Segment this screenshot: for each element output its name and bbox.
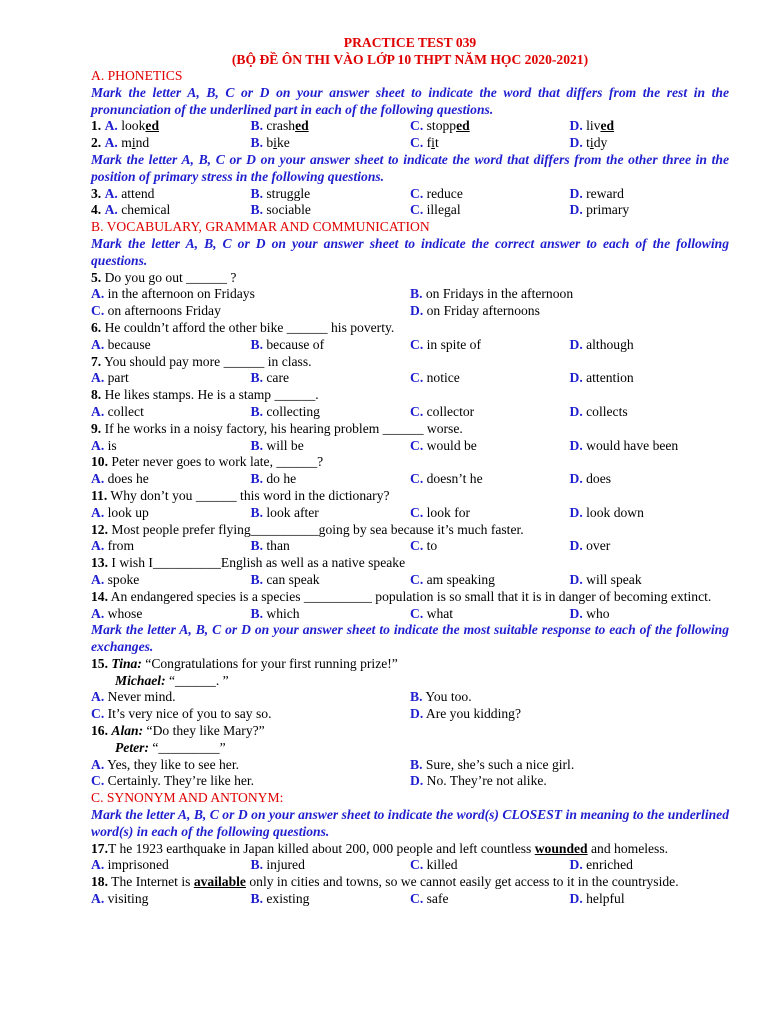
question-16-reply: Peter: “_________” xyxy=(115,739,226,755)
q14-option-c: C. what xyxy=(410,605,454,621)
question-11-stem: 11. Why don’t you ______ this word in the dictionary? xyxy=(91,487,390,503)
q5-option-a: A. in the afternoon on Fridays xyxy=(91,286,255,302)
q9-option-c: C. would be xyxy=(410,437,477,453)
question-8-stem: 8. He likes stamps. He is a stamp ______. xyxy=(91,387,319,403)
question-6-stem: 6. He couldn’t afford the other bike ______ his poverty. xyxy=(91,319,395,335)
question-16-options-row1 xyxy=(91,757,729,774)
question-4 xyxy=(91,202,729,219)
question-2 xyxy=(91,135,729,152)
q18-option-b: B. existing xyxy=(250,891,310,907)
q8-option-c: C. collector xyxy=(410,403,475,419)
question-7-stem: 7. You should pay more ______ in class. xyxy=(91,353,312,369)
question-16-options-row2 xyxy=(91,773,729,790)
q6-option-c: C. in spite of xyxy=(410,336,481,352)
q17-option-b: B. injured xyxy=(250,857,305,873)
q15-option-b: B. You too. xyxy=(410,689,472,705)
q13-option-c: C. am speaking xyxy=(410,571,495,587)
q14-option-a: A. whose xyxy=(91,605,143,621)
q3-option-a: 3. A. attend xyxy=(91,185,155,201)
q2-option-c: C. fit xyxy=(410,135,439,151)
instruction-closest-meaning: Mark the letter A, B, C or D on your answer sheet to indicate the word(s) CLOSEST in meaning to the underlined word(s) in each of the following questions. xyxy=(91,807,729,839)
q11-option-a: A. look up xyxy=(91,504,149,520)
question-10-stem: 10. Peter never goes to work late, ______? xyxy=(91,454,324,470)
q12-option-b: B. than xyxy=(250,538,290,554)
question-9-stem: 9. If he works in a noisy factory, his hearing problem ______ worse. xyxy=(91,420,463,436)
q6-option-b: B. because of xyxy=(250,336,325,352)
q4-option-d: D. primary xyxy=(569,202,630,218)
q18-option-d: D. helpful xyxy=(569,891,625,907)
q6-option-d: D. although xyxy=(569,336,634,352)
question-10-options xyxy=(91,471,729,488)
q11-option-b: B. look after xyxy=(250,504,319,520)
q8-option-a: A. collect xyxy=(91,403,144,419)
q1-option-b: B. crashed xyxy=(250,118,309,134)
question-11-options xyxy=(91,505,729,522)
q11-option-c: C. look for xyxy=(410,504,471,520)
q16-option-c: C. Certainly. They’re like her. xyxy=(91,773,255,789)
q8-option-b: B. collecting xyxy=(250,403,320,419)
q15-option-a: A. Never mind. xyxy=(91,689,176,705)
section-a-heading: A. PHONETICS xyxy=(91,68,183,83)
q14-option-d: D. who xyxy=(569,605,610,621)
q5-option-d: D. on Friday afternoons xyxy=(410,303,540,319)
question-12-options xyxy=(91,538,729,555)
q1-option-d: D. lived xyxy=(569,118,615,134)
q9-option-a: A. is xyxy=(91,437,117,453)
q9-option-b: B. will be xyxy=(250,437,304,453)
q2-option-a: 2. A. mind xyxy=(91,135,150,151)
q7-option-a: A. part xyxy=(91,370,129,386)
q10-option-a: A. does he xyxy=(91,471,149,487)
q17-option-d: D. enriched xyxy=(569,857,633,873)
page-subtitle: (BỘ ĐỀ ÔN THI VÀO LỚP 10 THPT NĂM HỌC 2020-2021) xyxy=(231,52,589,67)
q5-option-b: B. on Fridays in the afternoon xyxy=(410,286,574,302)
question-15-stem: 15. Tina: “Congratulations for your first running prize!” xyxy=(91,655,398,671)
q12-option-c: C. to xyxy=(410,538,438,554)
question-15-reply: Michael: “______. ” xyxy=(115,672,229,688)
question-15-options-row1 xyxy=(91,689,729,706)
q4-option-c: C. illegal xyxy=(410,202,461,218)
q10-option-c: C. doesn’t he xyxy=(410,471,483,487)
q1-option-c: C. stopped xyxy=(410,118,470,134)
q17-option-c: C. killed xyxy=(410,857,458,873)
q11-option-d: D. look down xyxy=(569,504,644,520)
q16-option-a: A. Yes, they like to see her. xyxy=(91,756,240,772)
q10-option-d: D. does xyxy=(569,471,612,487)
q15-option-d: D. Are you kidding? xyxy=(410,706,522,722)
q16-option-d: D. No. They’re not alike. xyxy=(410,773,547,789)
q6-option-a: A. because xyxy=(91,336,151,352)
q7-option-c: C. notice xyxy=(410,370,460,386)
question-5-stem: 5. Do you go out ______ ? xyxy=(91,269,237,285)
q2-option-b: B. bike xyxy=(250,135,290,151)
q13-option-a: A. spoke xyxy=(91,571,140,587)
q15-option-c: C. It’s very nice of you to say so. xyxy=(91,706,272,722)
question-14-stem: 14. An endangered species is a species __________ population is so small that it is in danger of becoming extinct. xyxy=(91,588,712,604)
q13-option-d: D. will speak xyxy=(569,571,642,587)
question-5-options-row2 xyxy=(91,303,729,320)
question-1 xyxy=(91,118,729,135)
q14-option-b: B. which xyxy=(250,605,300,621)
section-b-heading: B. VOCABULARY, GRAMMAR AND COMMUNICATION xyxy=(91,219,430,235)
question-18-stem: 18. The Internet is available only in cities and towns, so we cannot easily get access to it in the countryside. xyxy=(91,874,679,890)
page-title: PRACTICE TEST 039 xyxy=(343,35,477,50)
instruction-correct-answer: Mark the letter A, B, C or D on your answer sheet to indicate the correct answer to each of the following questions. xyxy=(91,235,729,268)
q3-option-d: D. reward xyxy=(569,185,624,201)
question-12-stem: 12. Most people prefer flying__________going by sea because it’s much faster. xyxy=(91,521,524,537)
q16-option-b: B. Sure, she’s such a nice girl. xyxy=(410,756,575,772)
q12-option-d: D. over xyxy=(569,538,611,554)
q7-option-d: D. attention xyxy=(569,370,634,386)
q3-option-c: C. reduce xyxy=(410,185,463,201)
q17-option-a: A. imprisoned xyxy=(91,857,169,873)
q13-option-b: B. can speak xyxy=(250,571,320,587)
q4-option-a: 4. A. chemical xyxy=(91,202,171,218)
instruction-pronunciation: Mark the letter A, B, C or D on your answer sheet to indicate the word that differs from the rest in the pronunciation of the underlined part in each of the following questions. xyxy=(91,84,729,117)
question-3 xyxy=(91,186,729,203)
question-5-options-row1 xyxy=(91,286,729,303)
q3-option-b: B. struggle xyxy=(250,185,311,201)
q4-option-b: B. sociable xyxy=(250,202,311,218)
question-14-options xyxy=(91,606,729,623)
q12-option-a: A. from xyxy=(91,538,135,554)
q8-option-d: D. collects xyxy=(569,403,628,419)
q7-option-b: B. care xyxy=(250,370,290,386)
question-13-stem: 13. I wish I__________English as well as a native speake xyxy=(91,555,406,571)
question-15-options-row2 xyxy=(91,706,729,723)
q10-option-b: B. do he xyxy=(250,471,297,487)
question-17-stem: 17.T he 1923 earthquake in Japan killed about 200, 000 people and left countless wounded and homeless. xyxy=(91,840,669,856)
question-6-options xyxy=(91,337,729,354)
instruction-stress: Mark the letter A, B, C or D on your answer sheet to indicate the word that differs from the other three in the position of primary stress in the following questions. xyxy=(91,151,729,184)
q9-option-d: D. would have been xyxy=(569,437,679,453)
question-17-options xyxy=(91,857,729,874)
q18-option-a: A. visiting xyxy=(91,891,149,907)
instruction-response: Mark the letter A, B, C or D on your answer sheet to indicate the most suitable response to each of the following exchanges. xyxy=(91,622,729,655)
question-16-stem: 16. Alan: “Do they like Mary?” xyxy=(91,723,265,739)
question-8-options xyxy=(91,404,729,421)
question-9-options xyxy=(91,438,729,455)
question-18-options xyxy=(91,891,729,908)
section-c-heading: C. SYNONYM AND ANTONYM: xyxy=(91,790,284,806)
q18-option-c: C. safe xyxy=(410,891,449,907)
q2-option-d: D. tidy xyxy=(569,135,608,151)
q1-option-a: 1. A. looked xyxy=(91,118,159,134)
question-13-options xyxy=(91,572,729,589)
q5-option-c: C. on afternoons Friday xyxy=(91,303,221,319)
question-7-options xyxy=(91,370,729,387)
